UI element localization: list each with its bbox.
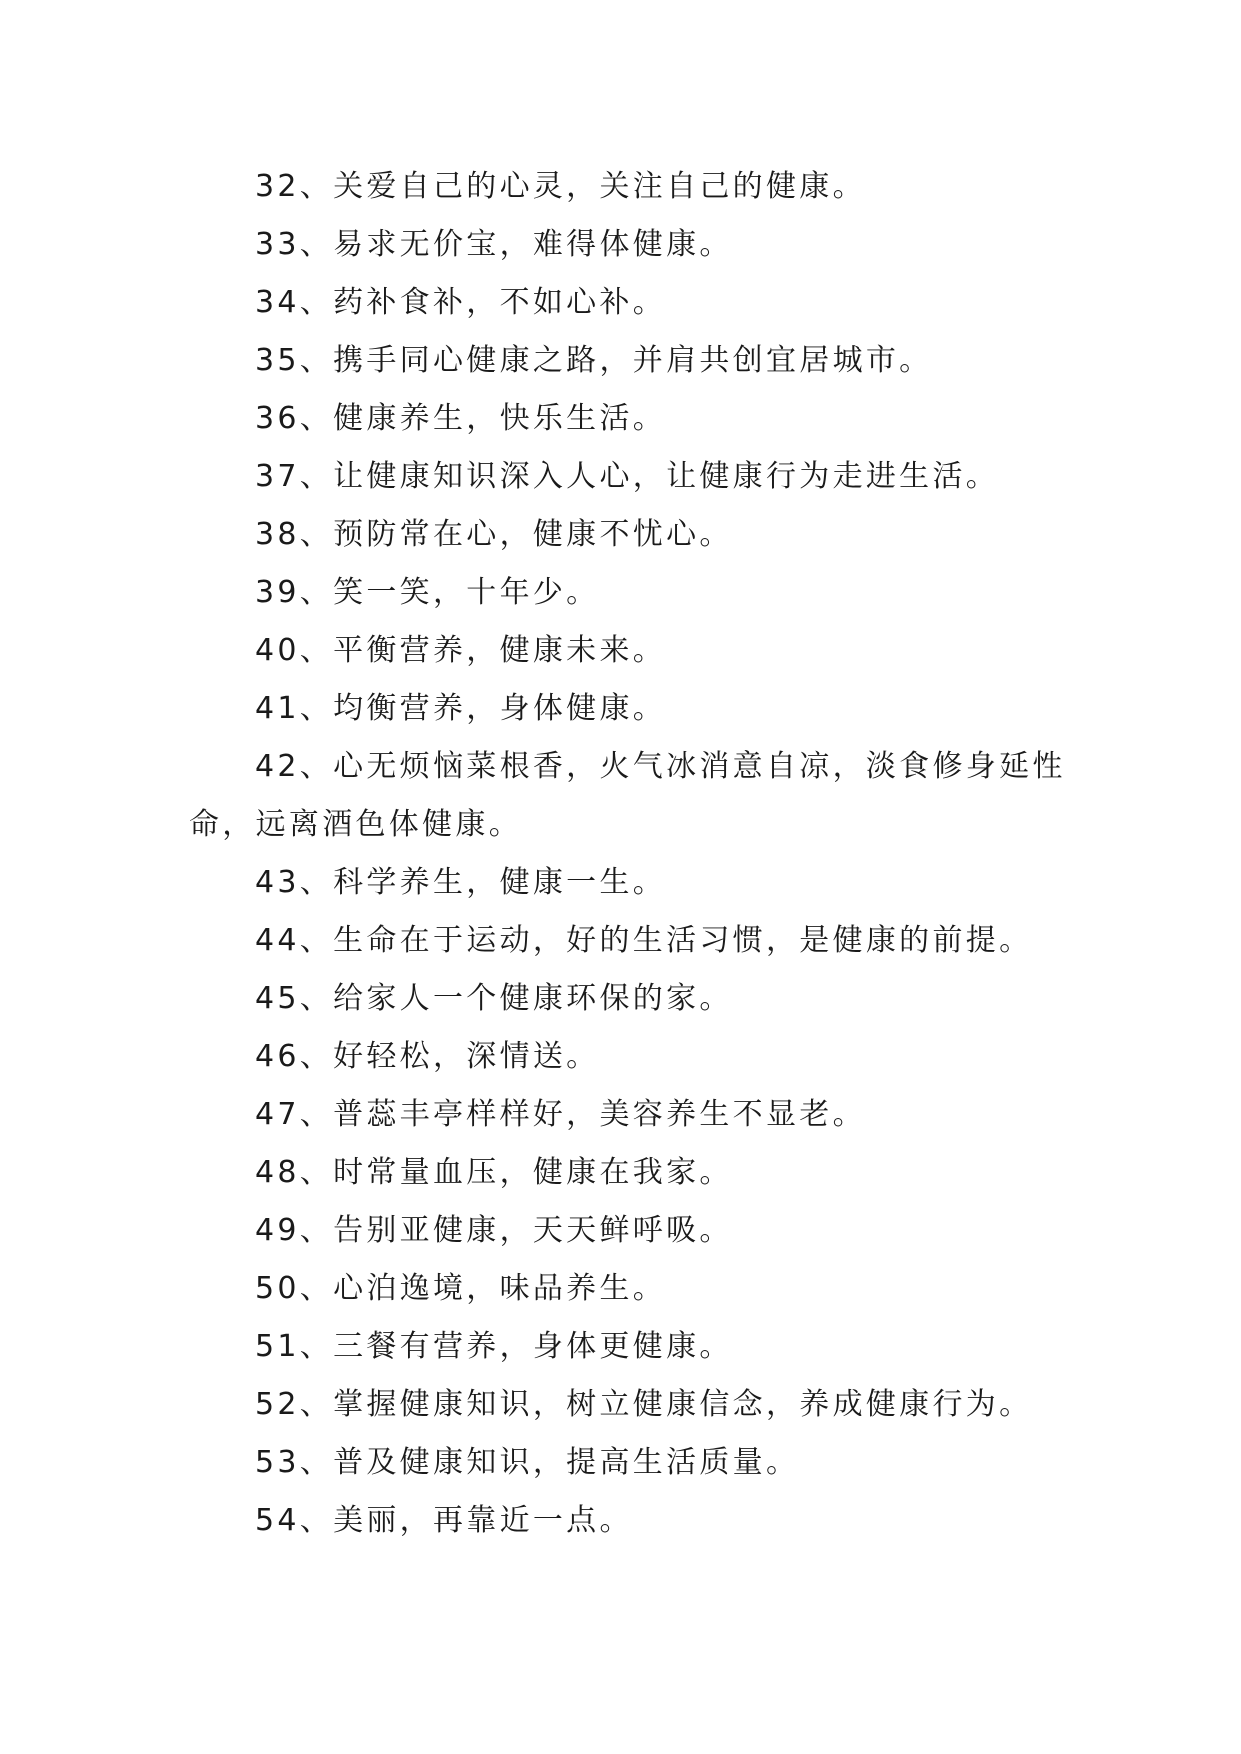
slogan-item: 45、给家人一个健康环保的家。 [255, 981, 733, 1016]
slogan-item: 42、心无烦恼菜根香，火气冰消意自凉，淡食修身延性命，远离酒色体健康。 [189, 749, 1066, 842]
slogan-item: 41、均衡营养，身体健康。 [255, 691, 667, 726]
slogan-item: 49、告别亚健康，天天鲜呼吸。 [255, 1213, 733, 1248]
slogan-item: 54、美丽，再靠近一点。 [255, 1503, 633, 1538]
slogan-item: 38、预防常在心，健康不忧心。 [255, 517, 733, 552]
slogan-item: 48、时常量血压，健康在我家。 [255, 1155, 733, 1190]
slogan-item: 50、心泊逸境，味品养生。 [255, 1271, 667, 1306]
slogan-item: 33、易求无价宝，难得体健康。 [255, 227, 733, 262]
slogan-item: 37、让健康知识深入人心，让健康行为走进生活。 [255, 459, 1000, 494]
slogan-item: 32、关爱自己的心灵，关注自己的健康。 [255, 169, 866, 204]
slogan-item: 34、药补食补，不如心补。 [255, 285, 667, 320]
slogan-item: 47、普蕊丰亭样样好，美容养生不显老。 [255, 1097, 866, 1132]
slogan-list [189, 158, 1069, 1550]
slogan-item: 39、笑一笑，十年少。 [255, 575, 600, 610]
slogan-item: 46、好轻松，深情送。 [255, 1039, 600, 1074]
slogan-item: 43、科学养生，健康一生。 [255, 865, 667, 900]
slogan-item: 44、生命在于运动，好的生活习惯，是健康的前提。 [255, 923, 1033, 958]
slogan-item: 51、三餐有营养，身体更健康。 [255, 1329, 733, 1364]
slogan-item: 36、健康养生，快乐生活。 [255, 401, 667, 436]
slogan-item: 52、掌握健康知识，树立健康信念，养成健康行为。 [255, 1387, 1033, 1422]
slogan-item: 40、平衡营养，健康未来。 [255, 633, 667, 668]
slogan-item: 53、普及健康知识，提高生活质量。 [255, 1445, 800, 1480]
slogan-item: 35、携手同心健康之路，并肩共创宜居城市。 [255, 343, 933, 378]
